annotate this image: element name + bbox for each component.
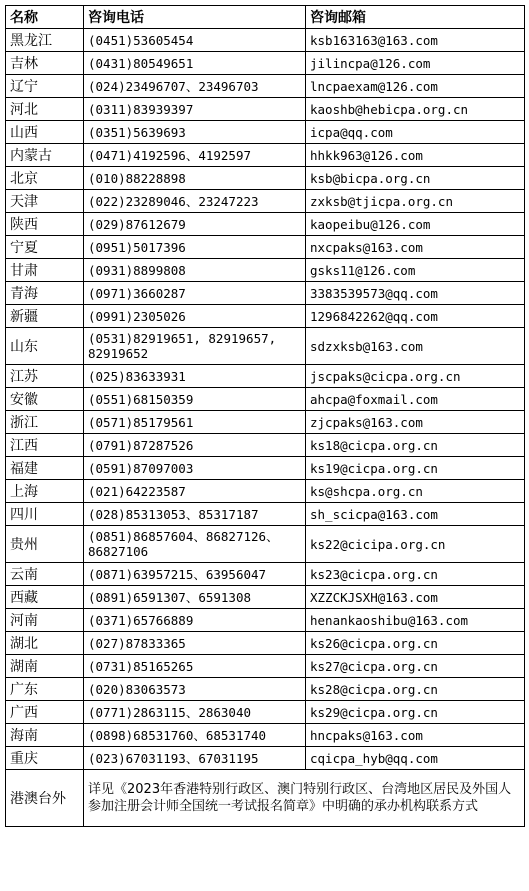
email-address: XZZCKJSXH@163.com xyxy=(306,586,525,609)
header-email: 咨询邮箱 xyxy=(306,6,525,29)
table-row xyxy=(6,98,525,121)
province-name: 天津 xyxy=(6,190,84,213)
province-name: 湖南 xyxy=(6,655,84,678)
table-row xyxy=(6,305,525,328)
phone-number: (021)64223587 xyxy=(84,480,306,503)
phone-number: (0971)3660287 xyxy=(84,282,306,305)
phone-number: (028)85313053、85317187 xyxy=(84,503,306,526)
province-name: 贵州 xyxy=(6,526,84,563)
province-name: 甘肃 xyxy=(6,259,84,282)
table-row xyxy=(6,121,525,144)
footer-note: 详见《2023年香港特别行政区、澳门特别行政区、台湾地区居民及外国人参加注册会计师全国统一考试报名简章》中明确的承办机构联系方式 xyxy=(84,770,525,827)
phone-number: (0531)82919651, 82919657, 82919652 xyxy=(84,328,306,365)
table-row xyxy=(6,526,525,563)
province-name: 西藏 xyxy=(6,586,84,609)
email-address: cqicpa_hyb@qq.com xyxy=(306,747,525,770)
province-name: 广东 xyxy=(6,678,84,701)
table-row xyxy=(6,236,525,259)
table-row xyxy=(6,747,525,770)
header-row xyxy=(6,6,525,29)
table-row xyxy=(6,503,525,526)
table-row xyxy=(6,655,525,678)
email-address: ks23@cicpa.org.cn xyxy=(306,563,525,586)
phone-number: (0551)68150359 xyxy=(84,388,306,411)
phone-number: (0371)65766889 xyxy=(84,609,306,632)
table-row xyxy=(6,144,525,167)
email-address: henankaoshibu@163.com xyxy=(306,609,525,632)
phone-number: (0951)5017396 xyxy=(84,236,306,259)
phone-number: (0891)6591307、6591308 xyxy=(84,586,306,609)
phone-number: (0351)5639693 xyxy=(84,121,306,144)
email-address: sdzxksb@163.com xyxy=(306,328,525,365)
email-address: zjcpaks@163.com xyxy=(306,411,525,434)
phone-number: (0431)80549651 xyxy=(84,52,306,75)
province-name: 浙江 xyxy=(6,411,84,434)
footer-row xyxy=(6,770,525,827)
phone-number: (024)23496707、23496703 xyxy=(84,75,306,98)
province-name: 江西 xyxy=(6,434,84,457)
table-row xyxy=(6,282,525,305)
phone-number: (0451)53605454 xyxy=(84,29,306,52)
phone-number: (0731)85165265 xyxy=(84,655,306,678)
email-address: ks26@cicpa.org.cn xyxy=(306,632,525,655)
province-name: 福建 xyxy=(6,457,84,480)
email-address: kaoshb@hebicpa.org.cn xyxy=(306,98,525,121)
province-name: 上海 xyxy=(6,480,84,503)
province-name: 河南 xyxy=(6,609,84,632)
province-name: 湖北 xyxy=(6,632,84,655)
email-address: hncpaks@163.com xyxy=(306,724,525,747)
table-row xyxy=(6,328,525,365)
province-name: 辽宁 xyxy=(6,75,84,98)
phone-number: (0871)63957215、63956047 xyxy=(84,563,306,586)
email-address: 3383539573@qq.com xyxy=(306,282,525,305)
table-row xyxy=(6,678,525,701)
province-name: 海南 xyxy=(6,724,84,747)
email-address: ks27@cicpa.org.cn xyxy=(306,655,525,678)
table-row xyxy=(6,388,525,411)
header-phone: 咨询电话 xyxy=(84,6,306,29)
table-row xyxy=(6,632,525,655)
table-row xyxy=(6,411,525,434)
table-body xyxy=(6,29,525,827)
phone-number: (020)83063573 xyxy=(84,678,306,701)
province-name: 河北 xyxy=(6,98,84,121)
province-name: 山东 xyxy=(6,328,84,365)
email-address: ks19@cicpa.org.cn xyxy=(306,457,525,480)
table-row xyxy=(6,586,525,609)
email-address: lncpaexam@126.com xyxy=(306,75,525,98)
province-name: 青海 xyxy=(6,282,84,305)
phone-number: (0771)2863115、2863040 xyxy=(84,701,306,724)
phone-number: (0851)86857604、86827126、86827106 xyxy=(84,526,306,563)
email-address: hhkk963@126.com xyxy=(306,144,525,167)
province-name: 黑龙江 xyxy=(6,29,84,52)
table-row xyxy=(6,480,525,503)
table-row xyxy=(6,563,525,586)
phone-number: (0931)8899808 xyxy=(84,259,306,282)
phone-number: (022)23289046、23247223 xyxy=(84,190,306,213)
phone-number: (0471)4192596、4192597 xyxy=(84,144,306,167)
region-name: 港澳台外 xyxy=(6,770,84,827)
email-address: ks18@cicpa.org.cn xyxy=(306,434,525,457)
header-name: 名称 xyxy=(6,6,84,29)
email-address: ks@shcpa.org.cn xyxy=(306,480,525,503)
email-address: kaopeibu@126.com xyxy=(306,213,525,236)
table-row xyxy=(6,434,525,457)
table-row xyxy=(6,609,525,632)
phone-number: (010)88228898 xyxy=(84,167,306,190)
province-name: 宁夏 xyxy=(6,236,84,259)
phone-number: (0591)87097003 xyxy=(84,457,306,480)
table-row xyxy=(6,213,525,236)
email-address: ks22@cicipa.org.cn xyxy=(306,526,525,563)
province-name: 安徽 xyxy=(6,388,84,411)
email-address: icpa@qq.com xyxy=(306,121,525,144)
phone-number: (027)87833365 xyxy=(84,632,306,655)
phone-number: (029)87612679 xyxy=(84,213,306,236)
province-name: 江苏 xyxy=(6,365,84,388)
phone-number: (0898)68531760、68531740 xyxy=(84,724,306,747)
email-address: 1296842262@qq.com xyxy=(306,305,525,328)
province-name: 陕西 xyxy=(6,213,84,236)
province-name: 云南 xyxy=(6,563,84,586)
table-row xyxy=(6,724,525,747)
table-row xyxy=(6,259,525,282)
province-name: 北京 xyxy=(6,167,84,190)
email-address: sh_scicpa@163.com xyxy=(306,503,525,526)
email-address: ksb@bicpa.org.cn xyxy=(306,167,525,190)
phone-number: (0791)87287526 xyxy=(84,434,306,457)
province-name: 内蒙古 xyxy=(6,144,84,167)
table-row xyxy=(6,190,525,213)
phone-number: (0571)85179561 xyxy=(84,411,306,434)
table-row xyxy=(6,457,525,480)
table-row xyxy=(6,365,525,388)
email-address: ks28@cicpa.org.cn xyxy=(306,678,525,701)
contact-table xyxy=(5,5,525,827)
phone-number: (025)83633931 xyxy=(84,365,306,388)
email-address: zxksb@tjicpa.org.cn xyxy=(306,190,525,213)
phone-number: (0311)83939397 xyxy=(84,98,306,121)
province-name: 重庆 xyxy=(6,747,84,770)
table-row xyxy=(6,701,525,724)
email-address: jilincpa@126.com xyxy=(306,52,525,75)
phone-number: (023)67031193、67031195 xyxy=(84,747,306,770)
province-name: 新疆 xyxy=(6,305,84,328)
table-row xyxy=(6,52,525,75)
province-name: 山西 xyxy=(6,121,84,144)
email-address: gsks11@126.com xyxy=(306,259,525,282)
email-address: nxcpaks@163.com xyxy=(306,236,525,259)
email-address: ks29@cicpa.org.cn xyxy=(306,701,525,724)
email-address: ahcpa@foxmail.com xyxy=(306,388,525,411)
table-row xyxy=(6,29,525,52)
table-row xyxy=(6,167,525,190)
phone-number: (0991)2305026 xyxy=(84,305,306,328)
email-address: ksb163163@163.com xyxy=(306,29,525,52)
province-name: 四川 xyxy=(6,503,84,526)
province-name: 吉林 xyxy=(6,52,84,75)
table-row xyxy=(6,75,525,98)
email-address: jscpaks@cicpa.org.cn xyxy=(306,365,525,388)
province-name: 广西 xyxy=(6,701,84,724)
